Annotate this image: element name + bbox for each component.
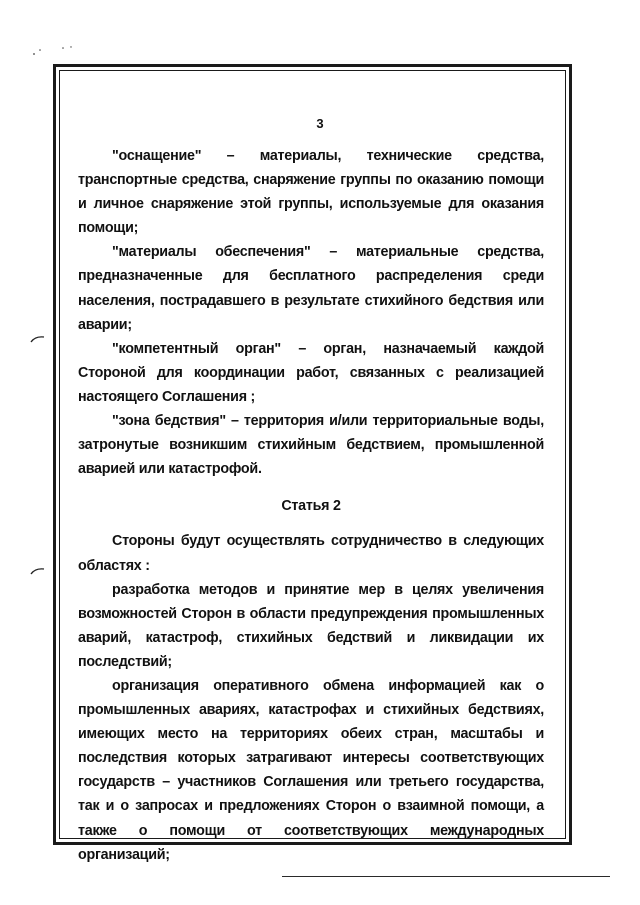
bottom-rule (282, 876, 610, 877)
cooperation-item-methods: разработка методов и принятие мер в целях увеличения возможностей Сторон в области предупреждения промышленных аварий, катастроф, стихийных бедствий и ликвидации их последствий; (78, 581, 544, 670)
binder-mark-icon (30, 335, 46, 343)
cooperation-intro: Стороны будут осуществлять сотрудничество в следующих областях : (78, 533, 544, 574)
page-number: 3 (316, 116, 324, 131)
definition-disaster-zone: "зона бедствия" – территория и/или территориальные воды, затронутые возникшим стихийным бедствием, промышленной аварией или катастрофой. (78, 413, 544, 478)
article-heading: Статья 2 (281, 498, 341, 515)
binder-mark-icon (30, 567, 46, 575)
cooperation-item-information-exchange: организация оперативного обмена информацией как о промышленных авариях, катастрофах и стихийных бедствиях, имеющих место на территориях обеих стран, масштабы и последствия которых затрагивают интересы соответствующих государств – участников Соглашения или третьего государства, так и о запросах и предложениях Сторон о взаимной помощи, а также о помощи от соответствующих международных организаций; (78, 677, 544, 863)
definition-supply-materials: "материалы обеспечения" – материальные средства, предназначенные для бесплатного распределения среди населения, пострадавшего в результате стихийного бедствия или аварии; (78, 244, 544, 333)
document-body (78, 144, 544, 867)
definition-equipment: "оснащение" – материалы, технические средства, транспортные средства, снаряжение группы по оказанию помощи и личное снаряжение этой группы, используемые для оказания помощи; (78, 148, 544, 237)
definition-competent-authority: "компетентный орган" – орган, назначаемый каждой Стороной для координации работ, связанных с реализацией настоящего Соглашения ; (78, 340, 544, 405)
